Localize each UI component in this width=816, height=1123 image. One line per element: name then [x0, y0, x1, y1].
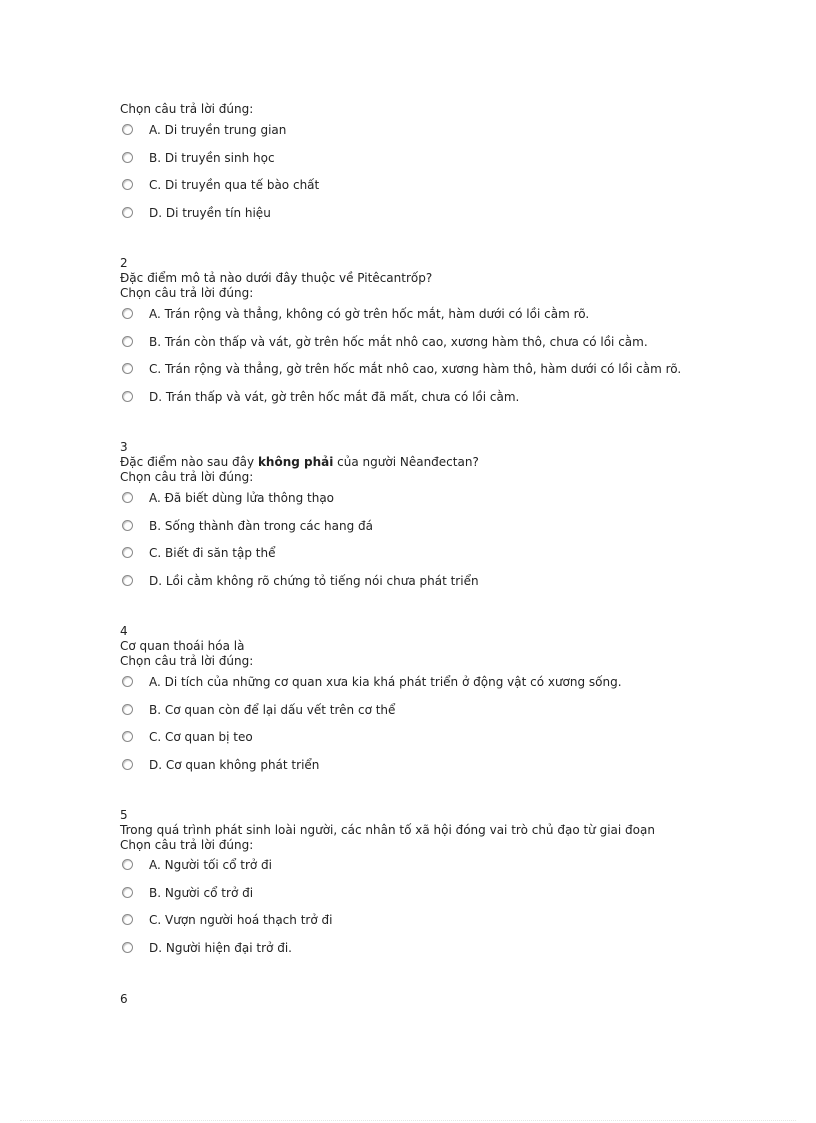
question-6-number: 6 — [120, 992, 128, 1006]
option-label: C. Cơ quan bị teo — [149, 730, 253, 744]
option-label: C. Biết đi săn tập thể — [149, 546, 276, 560]
question-5 — [120, 808, 655, 853]
question-text-emphasis: không phải — [257, 455, 334, 469]
option-label: C. Trán rộng và thẳng, gờ trên hốc mắt nhô cao, xương hàm thô, hàm dưới có lồi cằm rõ. — [149, 362, 682, 376]
radio-icon[interactable] — [122, 124, 133, 135]
option-label: B. Cơ quan còn để lại dấu vết trên cơ thể — [149, 703, 396, 717]
radio-icon[interactable] — [122, 731, 133, 742]
question-text — [120, 455, 479, 470]
answer-prompt: Chọn câu trả lời đúng: — [120, 470, 254, 484]
radio-icon[interactable] — [122, 887, 133, 898]
question-text: Cơ quan thoái hóa là — [120, 639, 245, 653]
radio-icon[interactable] — [122, 308, 133, 319]
radio-icon[interactable] — [122, 492, 133, 503]
radio-icon[interactable] — [122, 179, 133, 190]
option-label: D. Người hiện đại trở đi. — [149, 941, 292, 955]
option-label: D. Trán thấp và vát, gờ trên hốc mắt đã mất, chưa có lồi cằm. — [149, 390, 520, 404]
option-label: A. Di tích của những cơ quan xưa kia khá phát triển ở động vật có xương sống. — [149, 675, 622, 689]
option-label: D. Cơ quan không phát triển — [149, 758, 320, 772]
option-label: B. Trán còn thấp và vát, gờ trên hốc mắt nhô cao, xương hàm thô, chưa có lồi cằm. — [149, 335, 648, 349]
answer-prompt: Chọn câu trả lời đúng: — [120, 838, 254, 852]
radio-icon[interactable] — [122, 363, 133, 374]
option-label: A. Di truyền trung gian — [149, 123, 287, 137]
radio-icon[interactable] — [122, 547, 133, 558]
radio-icon[interactable] — [122, 676, 133, 687]
question-number: 3 — [120, 440, 128, 454]
option-label: D. Lồi cằm không rõ chứng tỏ tiếng nói chưa phát triển — [149, 574, 479, 588]
answer-prompt: Chọn câu trả lời đúng: — [120, 654, 254, 668]
radio-icon[interactable] — [122, 704, 133, 715]
option-label: A. Người tối cổ trở đi — [149, 858, 273, 872]
radio-icon[interactable] — [122, 152, 133, 163]
question-number: 4 — [120, 624, 128, 638]
option-label: D. Di truyền tín hiệu — [149, 206, 271, 220]
radio-icon[interactable] — [122, 759, 133, 770]
option-label: B. Di truyền sinh học — [149, 151, 275, 165]
option-label: C. Di truyền qua tế bào chất — [149, 178, 320, 192]
answer-prompt: Chọn câu trả lời đúng: — [120, 102, 254, 116]
option-label: C. Vượn người hoá thạch trở đi — [149, 913, 333, 927]
radio-icon[interactable] — [122, 859, 133, 870]
radio-icon[interactable] — [122, 336, 133, 347]
question-text-part: Đặc điểm nào sau đây — [120, 455, 258, 469]
radio-icon[interactable] — [122, 914, 133, 925]
radio-icon[interactable] — [122, 207, 133, 218]
question-2 — [120, 256, 432, 301]
question-4 — [120, 624, 253, 669]
option-label: A. Đã biết dùng lửa thông thạo — [149, 491, 335, 505]
option-label: B. Sống thành đàn trong các hang đá — [149, 519, 374, 533]
question-text: Đặc điểm mô tả nào dưới đây thuộc về Pitêcantrốp? — [120, 271, 433, 285]
radio-icon[interactable] — [122, 942, 133, 953]
option-label: A. Trán rộng và thẳng, không có gờ trên hốc mắt, hàm dưới có lồi cằm rõ. — [149, 307, 590, 321]
radio-icon[interactable] — [122, 520, 133, 531]
question-text: Trong quá trình phát sinh loài người, các nhân tố xã hội đóng vai trò chủ đạo từ giai đoạn — [120, 823, 655, 837]
question-number: 2 — [120, 256, 128, 270]
page-divider — [20, 1120, 796, 1121]
question-text-part: của người Nêanđectan? — [333, 455, 479, 469]
question-3 — [120, 440, 479, 485]
answer-prompt: Chọn câu trả lời đúng: — [120, 286, 254, 300]
question-1 — [120, 102, 253, 117]
question-number: 5 — [120, 808, 128, 822]
radio-icon[interactable] — [122, 391, 133, 402]
option-label: B. Người cổ trở đi — [149, 886, 254, 900]
radio-icon[interactable] — [122, 575, 133, 586]
